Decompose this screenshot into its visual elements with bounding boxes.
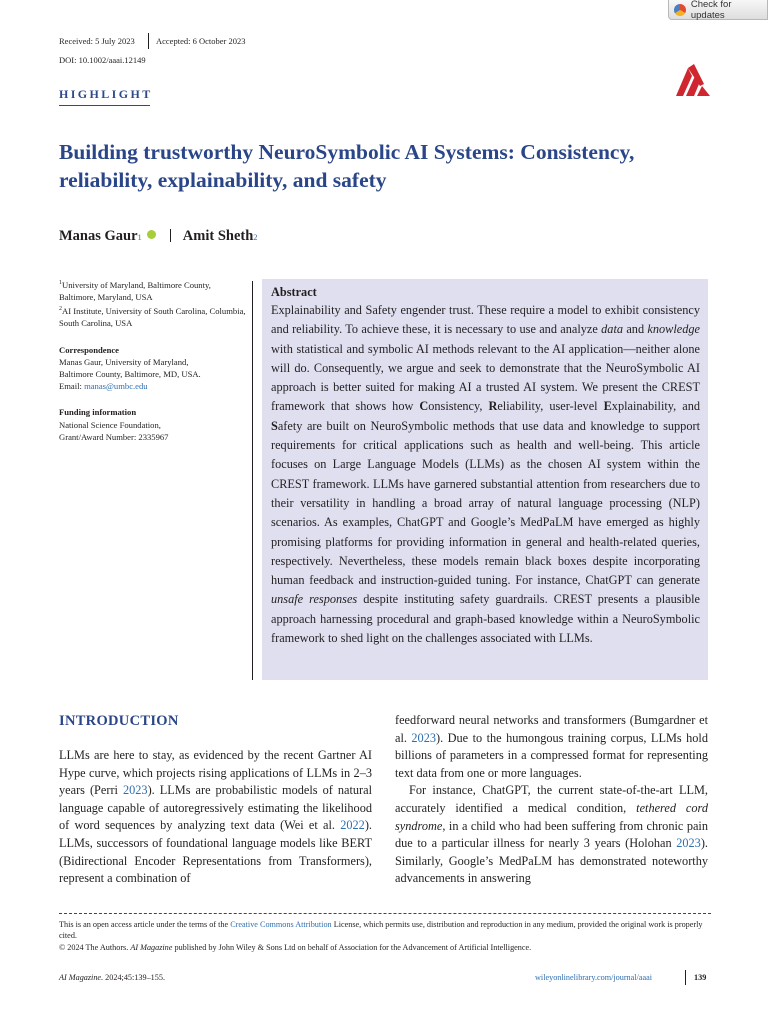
correspondence-heading: Correspondence	[59, 344, 119, 355]
abstract-text: Explainability and Safety engender trust. These require a model to exhibit consistency and reliability. To achieve these, it is necessary to use and analyze data and knowledge with statistical and symbolic AI methods relevant to the AI application—neither alone will do. Consequently, we argue and seek to demonstrate that the NeuroSymbolic AI approach is better suited for making AI a trusted AI system. We present the CREST framework that shows how Consistency, Reliability, user-level Explainability, and Safety are built on NeuroSymbolic methods that use data and knowledge to support requirements for critical applications such as health and well-being. This article focuses on Large Language Models (LLMs) as the chosen AI system within the CREST framework. LLMs have garnered substantial attention from researchers due to their versatility in handling a broad array of natural language processing (NLP) scenarios. As examples, ChatGPT and Google’s MedPaLM have emerged as highly promising platforms for providing information in general and health-related queries, respectively. Nevertheless, these models remain black boxes despite incorporating human feedback and instruction-guided tuning. For instance, ChatGPT can generate unsafe responses despite instituting safety guardrails. CREST presents a plausible approach harnessing procedural and graph-based knowledge within a NeuroSymbolic framework to shed light on the challenges associated with LLMs.	[271, 303, 701, 646]
author-list	[59, 227, 258, 245]
body-column-left	[59, 747, 372, 888]
body-paragraph: LLMs are here to stay, as evidenced by the recent Gartner AI Hype curve, which projects rising applications of LLMs in 2–3 years (Perri 2023). LLMs are probabilistic models of natural language capable of autoregressively estimating the likelihood of word sequences by analyzing text data (Wei et al. 2022). LLMs, successors of foundational language models like BERT (Bidirectional Encoder Representations from Transformers), represent a combination of	[59, 748, 372, 886]
journal-url-link[interactable]: wileyonlinelibrary.com/journal/aaai	[535, 973, 653, 982]
body-paragraph: feedforward neural networks and transformers (Bumgardner et al. 2023). Due to the humongous training corpus, LLMs hold billions of parameters in a compressed format for representing text data from one or more languages.	[395, 713, 708, 780]
author-separator	[170, 229, 171, 242]
sidebar-divider	[252, 281, 253, 680]
article-title: Building trustworthy NeuroSymbolic AI Systems: Consistency, reliability, explainability, and safety	[59, 140, 635, 192]
doi: DOI: 10.1002/aaai.12149	[59, 55, 146, 65]
check-for-updates-badge[interactable]	[668, 0, 768, 20]
correspondence-line: Manas Gaur, University of Maryland,	[59, 356, 189, 367]
license-notice	[59, 919, 711, 953]
check-for-updates-label: Check for updates	[690, 0, 732, 21]
section-label-underline	[59, 105, 150, 106]
aaai-logo-icon	[676, 64, 710, 96]
funding-line: National Science Foundation,	[59, 419, 161, 430]
license-divider	[59, 913, 711, 914]
header-divider	[148, 33, 149, 49]
funding-line: Grant/Award Number: 2335967	[59, 431, 169, 442]
citation-link[interactable]: 2023	[676, 836, 701, 851]
email-link[interactable]: manas@umbc.edu	[84, 381, 148, 392]
author-affil-sup: 1	[137, 232, 142, 242]
journal-citation: AI Magazine. 2024;45:139–155.	[59, 973, 165, 982]
introduction-heading: INTRODUCTION	[59, 713, 179, 729]
footer-divider	[685, 970, 686, 985]
page-number: 139	[694, 973, 707, 982]
received-date: Received: 5 July 2023	[59, 36, 135, 46]
cc-by-link[interactable]: Creative Commons Attribution	[230, 920, 332, 929]
accepted-date: Accepted: 6 October 2023	[156, 36, 246, 46]
copyright-line: © 2024 The Authors. AI Magazine published by John Wiley & Sons Ltd on behalf of Association for the Advancement of Artificial Intelligence.	[59, 942, 532, 952]
abstract-heading: Abstract	[271, 285, 317, 299]
article-sidebar	[59, 277, 249, 443]
body-paragraph: For instance, ChatGPT, the current state-of-the-art LLM, accurately identified a medical condition, tethered cord syndrome, in a child who had been suffering from chronic pain due to a particular illness for nearly 3 years (Holohan 2023). Similarly, Google’s MedPaLM has demonstrated noteworthy advancements in answering	[395, 783, 708, 886]
citation-link[interactable]: 2022	[340, 818, 365, 833]
author-name: Amit Sheth	[182, 228, 254, 244]
correspondence-line: Baltimore County, Baltimore, MD, USA.	[59, 368, 201, 379]
orcid-icon[interactable]	[147, 230, 156, 239]
author-affil-sup: 2	[253, 232, 258, 242]
citation-link[interactable]: 2023	[411, 730, 436, 745]
abstract-box	[262, 279, 708, 680]
license-line: This is an open access article under the terms of the Creative Commons Attribution License, which permits use, distribution and reproduction in any medium, provided the original work is properly cited.	[59, 920, 703, 941]
section-label: HIGHLIGHT	[59, 87, 153, 101]
funding-heading: Funding information	[59, 407, 137, 418]
body-column-right	[395, 712, 708, 888]
affiliation-2: $^2$AI Institute, University of South Carolina, Columbia, South Carolina, USA	[59, 306, 246, 329]
affiliation-1: $^1$University of Maryland, Baltimore County, Baltimore, Maryland, USA	[59, 279, 211, 303]
author-name: Manas Gaur	[59, 228, 138, 244]
crossmark-icon	[674, 4, 686, 16]
correspondence-email: Email: manas@umbc.edu	[59, 381, 148, 392]
citation-link[interactable]: 2023	[122, 783, 148, 798]
